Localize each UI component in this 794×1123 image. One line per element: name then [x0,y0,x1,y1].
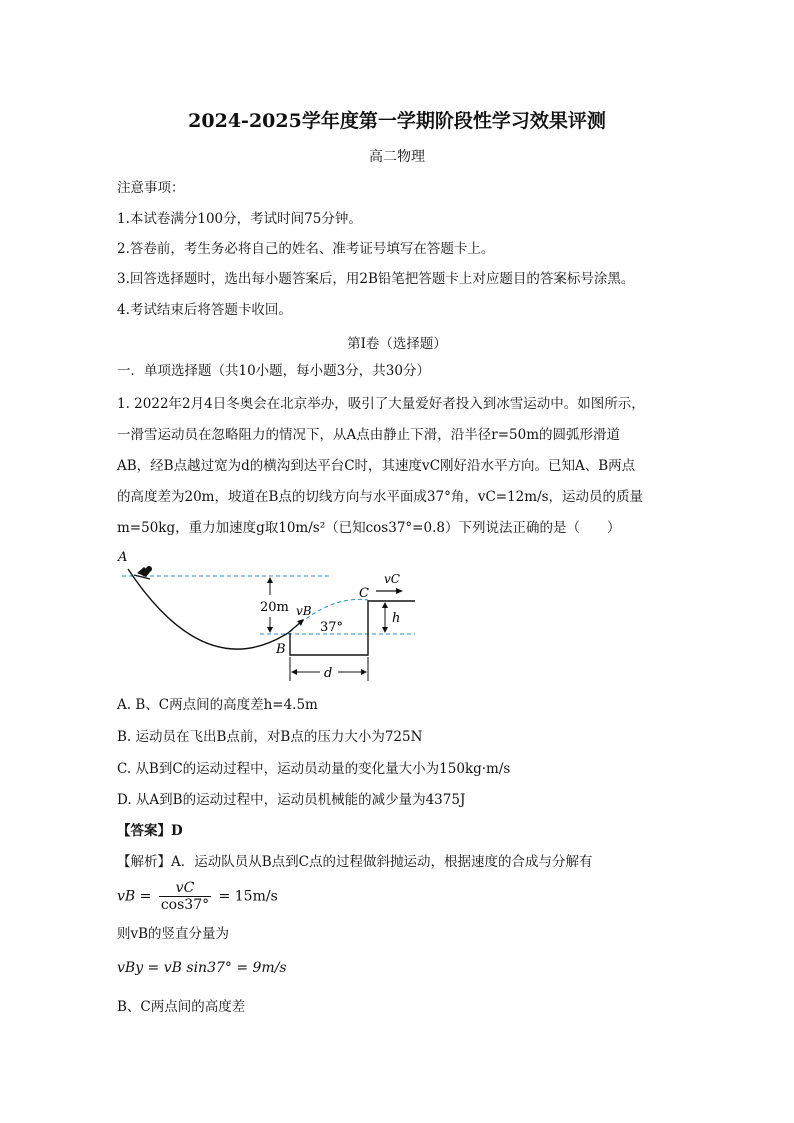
subject-title: 高二物理 [369,149,425,165]
formula-vb [117,880,278,913]
question-line: 1. 2022年2月4日冬奥会在北京举办，吸引了大量爱好者投入到冰雪运动中。如图所示， [117,396,645,412]
notice-item: 2.答卷前，考生务必将自己的姓名、准考证号填写在答题卡上。 [117,241,495,257]
question-line: AB，经B点越过宽为d的横沟到达平台C时，其速度vC刚好沿水平方向。已知A、B两点 [117,458,636,474]
question-line: 的高度差为20m，坡道在B点的切线方向与水平面成37°角，vC=12m/s，运动员的质量 [117,489,644,505]
analysis-then: 则vB的竖直分量为 [117,926,230,942]
question-line: m=50kg，重力加速度g取10m/s²（已知cos37°=0.8）下列说法正确的是（ ） [117,520,621,536]
notice-item: 3.回答选择题时，选出每小题答案后，用2B铅笔把答题卡上对应题目的答案标号涂黑。 [117,271,635,287]
formula1-rhs: = 15m/s [218,888,278,905]
formula1-numerator: vC [159,880,211,897]
formula-vby: vBy = vB sin37° = 9m/s [117,960,287,976]
analysis-last: B、C两点间的高度差 [117,999,246,1015]
question-line: 一滑雪运动员在忽略阻力的情况下，从A点由静止下滑，沿半径r=50m的圆弧形滑道 [117,427,620,443]
formula1-lhs: vB = [117,888,152,905]
option-d: D. 从A到B的运动过程中，运动员机械能的减少量为4375J [117,792,466,808]
answer: 【答案】D [117,823,183,839]
section-title: 一．单项选择题（共10小题，每小题3分，共30分） [117,363,430,379]
label-a: A [118,550,128,565]
label-h: h [392,611,401,626]
label-vb: vB [296,604,312,618]
label-vc: vC [384,572,400,586]
ski-figure [110,545,430,690]
label-d: d [324,666,333,681]
skier-icon [134,566,152,579]
analysis-intro: 【解析】A．运动队员从B点到C点的过程做斜抛运动，根据速度的合成与分解有 [117,854,593,870]
notice-heading: 注意事项： [117,180,185,196]
option-c: C. 从B到C的运动过程中，运动员动量的变化量大小为150kg·m/s [117,761,511,777]
option-b: B. 运动员在飞出B点前，对B点的压力大小为725N [117,729,423,745]
label-angle: 37° [320,620,344,635]
formula1-fraction [159,880,211,913]
page-title: 2024-2025学年度第一学期阶段性学习效果评测 [188,110,606,132]
notice-item: 4.考试结束后将答题卡收回。 [117,302,292,318]
option-a: A. B、C两点间的高度差h=4.5m [117,697,318,713]
formula1-denominator: cos37° [160,897,210,913]
label-c: C [359,586,369,601]
label-b: B [276,642,286,657]
part-title: 第Ⅰ卷（选择题） [347,336,447,352]
label-20m: 20m [260,600,289,615]
notice-item: 1.本试卷满分100分，考试时间75分钟。 [117,211,362,227]
